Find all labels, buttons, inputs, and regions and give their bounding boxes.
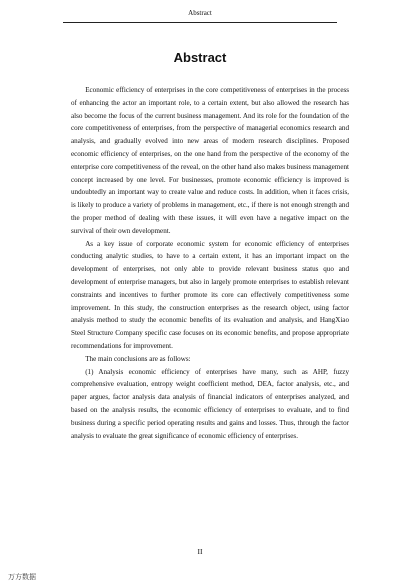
paragraph-2: As a key issue of corporate economic system for economic efficiency of enterprises conducting analytic studies, to have to a certain extent, it has an important impact on the development of enterprises, not only able to provide relevant business status quo and development of enterprise managers, but also in largely promote enterprises to establish relevant constraints and incentives to further promote its core can effectively competitiveness some improvement. In this study, the construction enterprises as the research object, using factor analysis method to study the economic benefits of its evaluation and analysis, and HangXiao Steel Structure Company specific case focuses on its economic benefits, and propose appropriate recommendations for improvement. xyxy=(71,239,349,350)
page-number: II xyxy=(197,547,203,556)
paragraph-3: The main conclusions are as follows: xyxy=(85,354,191,363)
header-rule xyxy=(63,22,337,23)
abstract-body xyxy=(71,84,349,442)
paragraph-4: (1) Analysis economic efficiency of enterprises have many, such as AHP, fuzzy comprehensive evaluation, entropy weight coefficient method, DEA, factor analysis, etc., and paper argues, factor analysis data analysis of financial indicators of enterprises analyzed, and based on the analysis results, the economic efficiency of enterprises to evaluate, and to find business during a specific period operating results and gains and losses. Thus, through the factor analysis to evaluate the great significance of economic efficiency of enterprises. xyxy=(71,367,349,440)
running-header: Abstract xyxy=(188,9,212,17)
paragraph-1: Economic efficiency of enterprises in the core competitiveness of enterprises in the process of enhancing the actor an important role, to a certain extent, but also allowed the research has also become the focus of the current business management. And its role for the foundation of the core competitiveness of enterprises, from the perspective of managerial economics research and analysis, and gradually evolved into new areas of modern research disciplines. Proposed economic efficiency of enterprises, on the one hand from the perspective of the economy of the enterprise core competitiveness of the reveal, on the other hand also makes business management concept increased by one level. For businesses, promote economic efficiency is improved is undoubtedly an important way to create value and reduce costs. In addition, when it faces crisis, is likely to produce a variety of problems in management, etc., if there is not enough strength and the proper method of dealing with these issues, it will even have a negative impact on the survival of their own development. xyxy=(71,86,349,235)
watermark-text: 万方数据 xyxy=(8,573,36,581)
page-title: Abstract xyxy=(173,50,227,65)
